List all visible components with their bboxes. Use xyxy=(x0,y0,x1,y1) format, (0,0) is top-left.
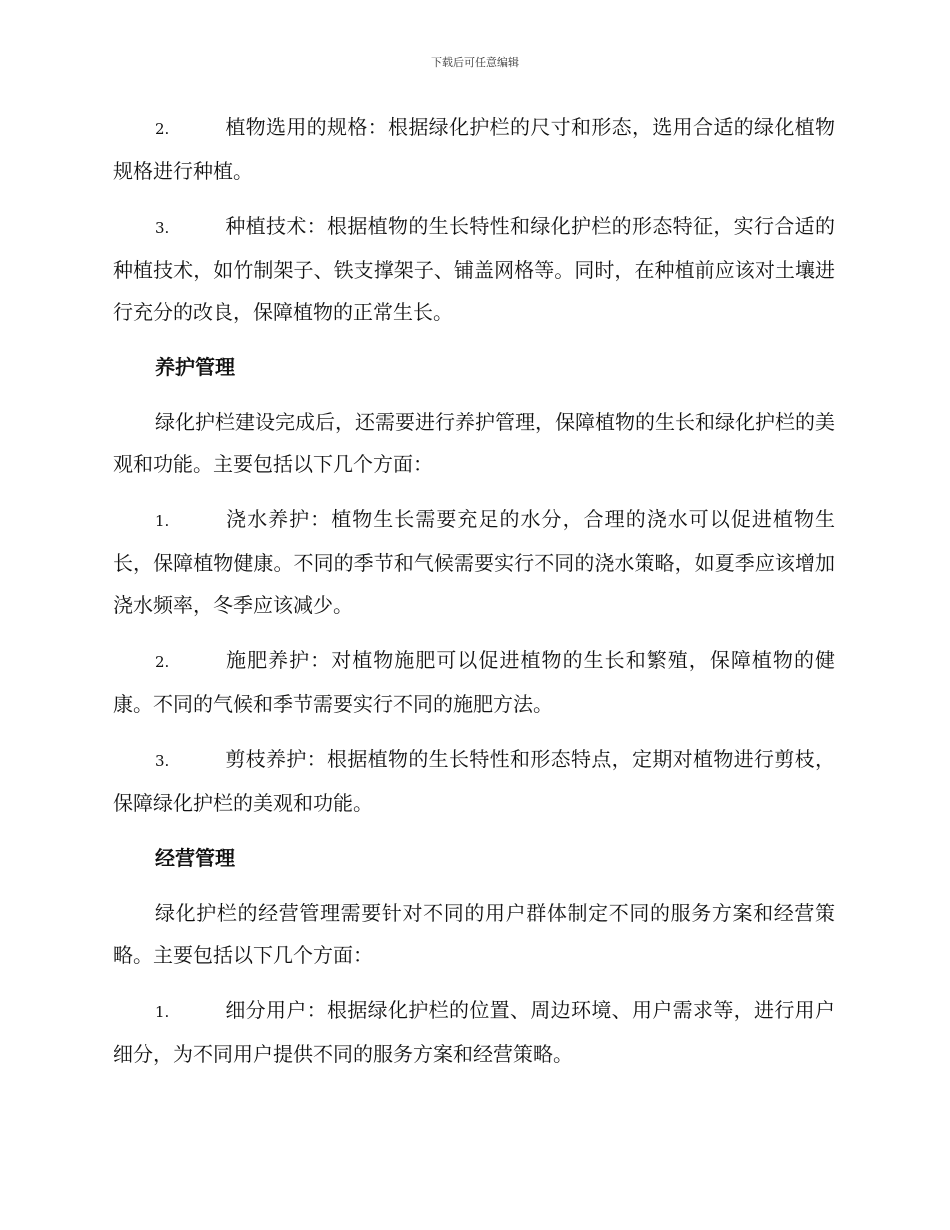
list-number: 1. xyxy=(155,1003,170,1021)
list-text: 施肥养护：对植物施肥可以促进植物的生长和繁殖，保障植物的健康。不同的气候和季节需要实行不同的施肥方法。 xyxy=(113,648,835,716)
list-item xyxy=(113,639,835,725)
list-number: 2. xyxy=(155,653,170,671)
list-text: 浇水养护：植物生长需要充足的水分，合理的浇水可以促进植物生长，保障植物健康。不同的季节和气候需要实行不同的浇水策略，如夏季应该增加浇水频率，冬季应该减少。 xyxy=(113,507,835,617)
list-text: 植物选用的规格：根据绿化护栏的尺寸和形态，选用合适的绿化植物规格进行种植。 xyxy=(113,115,835,183)
document-body xyxy=(113,106,835,1088)
section-heading: 养护管理 xyxy=(155,355,235,379)
list-number: 3. xyxy=(155,752,170,770)
list-number: 3. xyxy=(155,219,170,237)
list-text: 种植技术：根据植物的生长特性和绿化护栏的形态特征，实行合适的种植技术，如竹制架子、铁支撑架子、铺盖网格等。同时，在种植前应该对土壤进行充分的改良，保障植物的正常生长。 xyxy=(113,214,835,324)
list-item xyxy=(113,738,835,824)
list-number: 2. xyxy=(155,120,170,138)
list-number: 1. xyxy=(155,512,170,530)
list-item xyxy=(113,989,835,1075)
list-item xyxy=(113,106,835,192)
page-header: 下载后可任意编辑 xyxy=(431,56,519,69)
list-text: 细分用户：根据绿化护栏的位置、周边环境、用户需求等，进行用户细分，为不同用户提供不同的服务方案和经营策略。 xyxy=(113,998,835,1066)
list-text: 剪枝养护：根据植物的生长特性和形态特点，定期对植物进行剪枝，保障绿化护栏的美观和功能。 xyxy=(113,747,835,815)
section-heading: 经营管理 xyxy=(155,846,235,870)
paragraph: 绿化护栏建设完成后，还需要进行养护管理，保障植物的生长和绿化护栏的美观和功能。主要包括以下几个方面： xyxy=(113,410,835,476)
list-item xyxy=(113,498,835,626)
list-item xyxy=(113,205,835,333)
paragraph: 绿化护栏的经营管理需要针对不同的用户群体制定不同的服务方案和经营策略。主要包括以下几个方面： xyxy=(113,901,835,967)
